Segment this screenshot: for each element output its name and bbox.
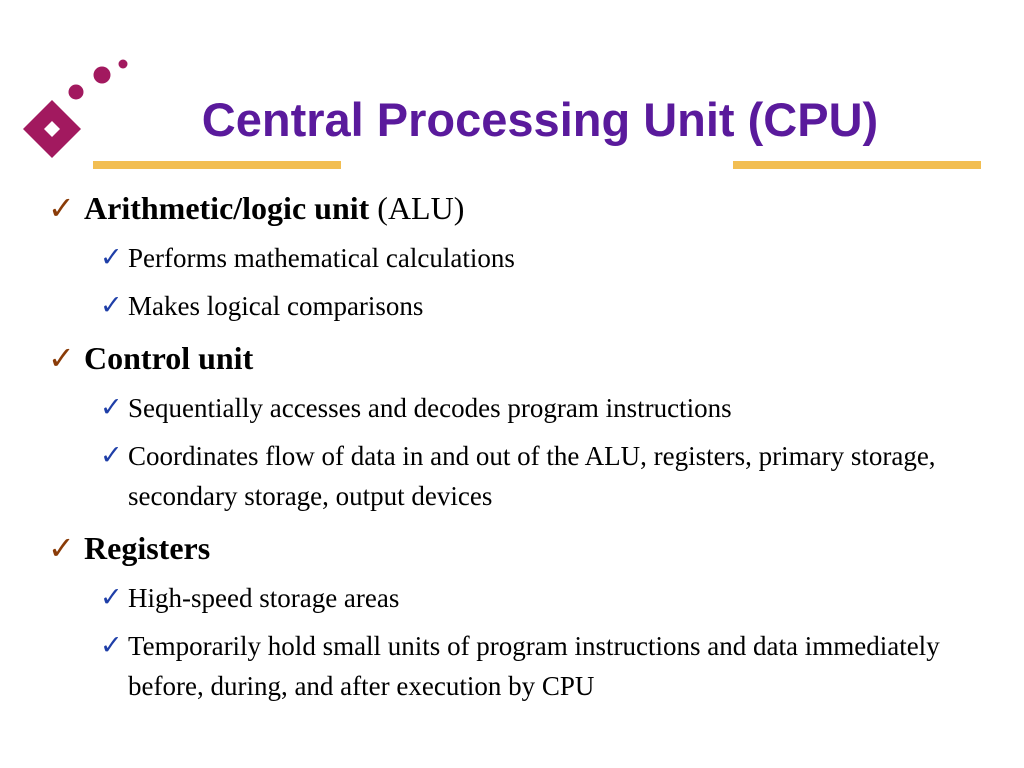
checkmark-icon: ✓ [100, 630, 123, 661]
sub-bullet [48, 436, 988, 516]
checkmark-icon: ✓ [48, 339, 75, 377]
sub-bullet-text: Performs mathematical calculations [128, 243, 515, 273]
bullet-label: Registers [84, 530, 211, 566]
checkmark-icon: ✓ [100, 440, 123, 471]
sub-bullet-text: Temporarily hold small units of program instructions and data immediately before, during, and after execution by CPU [128, 631, 940, 701]
sub-bullet [48, 626, 988, 706]
diamond-icon [23, 100, 81, 158]
checkmark-icon: ✓ [48, 529, 75, 567]
checkmark-icon: ✓ [100, 290, 123, 321]
sub-bullet-text: Coordinates flow of data in and out of the ALU, registers, primary storage, secondary storage, output devices [128, 441, 936, 511]
sub-bullet-text: High-speed storage areas [128, 583, 400, 613]
checkmark-icon: ✓ [100, 582, 123, 613]
sub-bullet-text: Sequentially accesses and decodes program instructions [128, 393, 732, 423]
bullet-list [48, 186, 988, 706]
sub-bullet [48, 578, 988, 618]
slide-title: Central Processing Unit (CPU) [201, 93, 879, 146]
sub-bullet [48, 388, 988, 428]
bullet-registers [48, 526, 988, 570]
bullet-label: Control unit [84, 340, 254, 376]
bullet-alu [48, 186, 988, 230]
checkmark-icon: ✓ [100, 392, 123, 423]
checkmark-icon: ✓ [48, 189, 75, 227]
dot-icon [119, 60, 128, 69]
dot-icon [69, 85, 84, 100]
title-rule-left [93, 161, 341, 169]
sub-bullet [48, 286, 988, 326]
bullet-control-unit [48, 336, 988, 380]
sub-bullet [48, 238, 988, 278]
sub-bullet-text: Makes logical comparisons [128, 291, 424, 321]
checkmark-icon: ✓ [100, 242, 123, 273]
bullet-label: Arithmetic/logic unit (ALU) [84, 190, 465, 226]
dot-icon [94, 67, 111, 84]
title-rule-right [733, 161, 981, 169]
